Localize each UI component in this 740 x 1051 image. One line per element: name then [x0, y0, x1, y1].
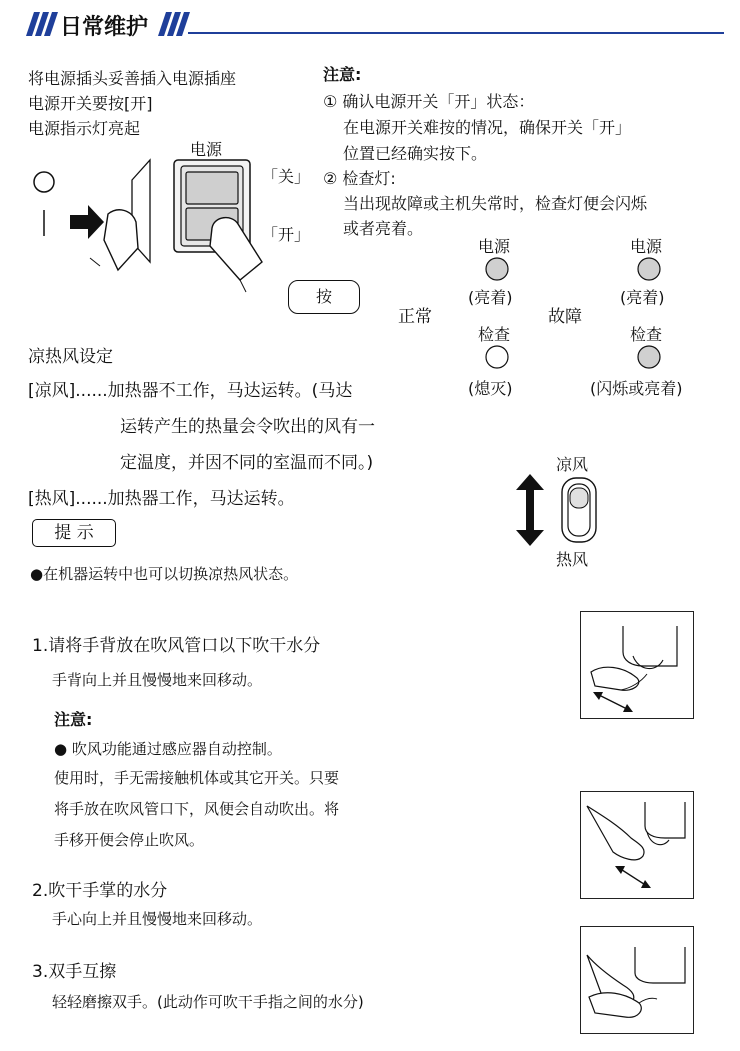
switch-off-key	[186, 172, 238, 204]
notice-item1-line1: 在电源开关难按的情况，确保开关「开」	[343, 118, 632, 137]
hint-text: ●在机器运转中也可以切换凉热风状态。	[30, 565, 299, 583]
normal-check-label: 检查	[478, 325, 511, 344]
power-step-3: 电源指示灯亮起	[28, 119, 141, 138]
normal-power-label: 电源	[478, 237, 511, 256]
switch-off-label: 「关」	[262, 167, 311, 186]
air-mode-title: 凉热风设定	[28, 347, 113, 367]
fault-check-state: (闪烁或亮着)	[590, 379, 683, 398]
hand-back-dryer-icon	[581, 612, 693, 718]
notice-item2-title: ② 检查灯:	[323, 169, 396, 188]
usage-step2-desc: 手心向上并且慢慢地来回移动。	[52, 910, 263, 928]
fault-power-label: 电源	[630, 237, 663, 256]
up-down-arrow-icon	[516, 474, 544, 546]
fault-power-lamp-icon	[636, 256, 662, 282]
palm-dryer-icon	[581, 792, 693, 898]
usage-step1-desc: 手背向上并且慢慢地来回移动。	[52, 671, 263, 689]
power-step-2: 电源开关要按[开]	[28, 94, 153, 113]
cool-line-1: [凉风]......加热器不工作，马达运转。(马达	[28, 381, 353, 401]
usage-step3-desc: 轻轻磨擦双手。(此动作可吹干手指之间的水分)	[52, 993, 364, 1011]
switch-cool-label: 凉风	[556, 455, 589, 474]
cool-line-3: 定温度，并因不同的室温而不同。)	[120, 453, 374, 473]
fault-check-lamp-icon	[636, 344, 662, 370]
notice-item1-line2: 位置已经确实按下。	[343, 144, 488, 163]
usage-step1-title: 1.请将手背放在吹风管口以下吹干水分	[32, 636, 321, 656]
fault-power-state: (亮着)	[620, 288, 665, 307]
hint-badge	[32, 519, 116, 547]
figure-hand-back	[580, 611, 694, 719]
usage-notice-line1: ● 吹风功能通过感应器自动控制。	[54, 740, 282, 758]
usage-notice-line2: 使用时，手无需接触机体或其它开关。只要	[54, 769, 340, 787]
normal-check-lamp-icon	[484, 344, 510, 370]
press-button[interactable]	[288, 280, 360, 314]
page-title: 日常维护	[60, 15, 149, 40]
fault-check-label: 检查	[630, 325, 663, 344]
cool-hot-switch-illustration	[510, 472, 600, 552]
switch-on-label: 「开」	[262, 225, 311, 244]
normal-check-state: (熄灭)	[468, 379, 513, 398]
switch-label: 电源	[190, 140, 223, 159]
usage-notice-line3: 将手放在吹风管口下，风便会自动吹出。将	[54, 800, 340, 818]
hot-line: [热风]......加热器工作，马达运转。	[28, 489, 295, 509]
figure-rub-hands	[580, 926, 694, 1034]
off-symbol-icon	[34, 172, 54, 192]
notice-item1-title: ① 确认电源开关「开」状态：	[323, 92, 535, 111]
usage-step3-title: 3.双手互擦	[32, 962, 117, 982]
normal-power-state: (亮着)	[468, 288, 513, 307]
rub-hands-dryer-icon	[581, 927, 693, 1033]
usage-notice-title: 注意:	[54, 710, 93, 729]
switch-hot-label: 热风	[556, 550, 589, 569]
notice-item2-line1: 当出现故障或主机失常时，检查灯便会闪烁	[343, 194, 648, 213]
hint-label: 提 示	[54, 523, 94, 543]
fault-label: 故障	[548, 307, 582, 327]
press-button-label: 按	[315, 287, 332, 306]
notice-title: 注意:	[323, 65, 362, 84]
usage-step2-title: 2.吹干手掌的水分	[32, 881, 168, 901]
cool-line-2: 运转产生的热量会令吹出的风有一	[120, 417, 375, 437]
notice-item2-line2: 或者亮着。	[343, 219, 424, 238]
normal-power-lamp-icon	[484, 256, 510, 282]
finger-icon	[210, 218, 262, 280]
push-arrow-icon	[70, 205, 104, 239]
power-step-1: 将电源插头妥善插入电源插座	[28, 69, 237, 88]
normal-label: 正常	[398, 307, 432, 327]
figure-palm	[580, 791, 694, 899]
usage-notice-line4: 手移开便会停止吹风。	[54, 831, 205, 849]
